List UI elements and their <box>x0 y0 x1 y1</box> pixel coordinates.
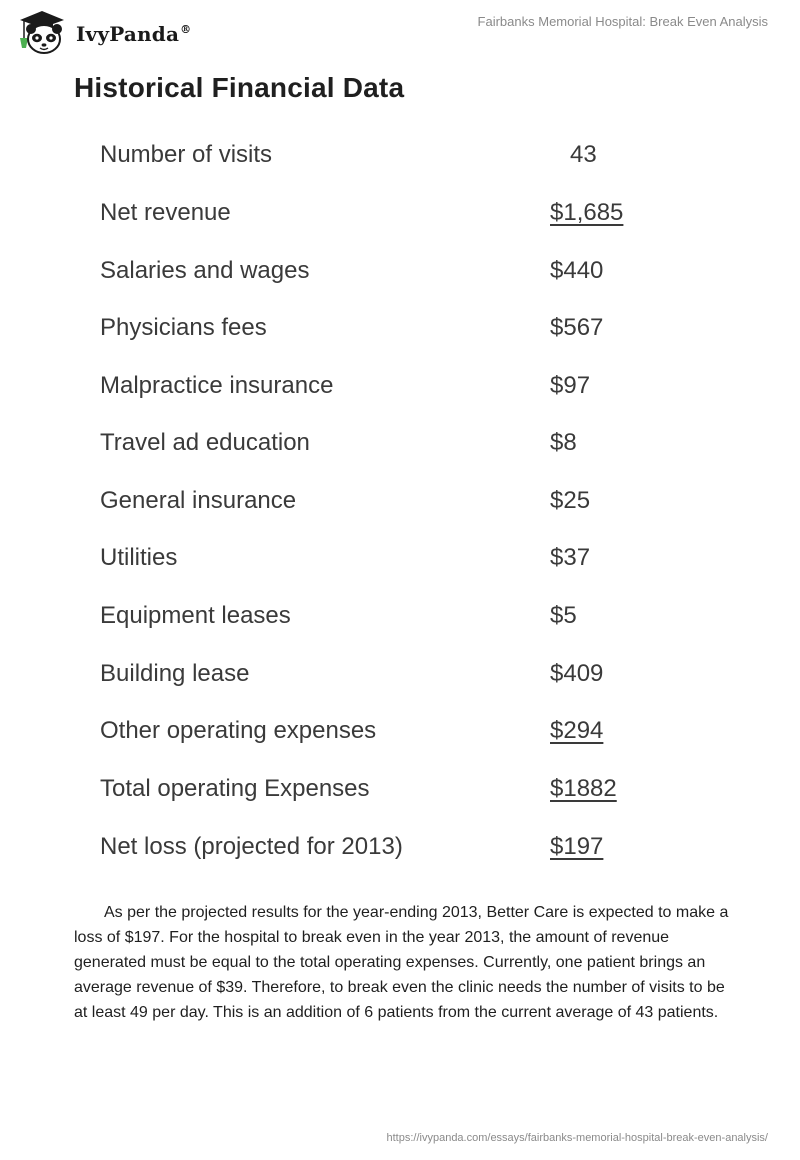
table-row <box>100 596 700 636</box>
table-row <box>100 366 700 406</box>
row-value: $97 <box>550 372 591 399</box>
source-url-link[interactable]: https://ivypanda.com/essays/fairbanks-memorial-hospital-break-even-analysis/ <box>386 1132 768 1144</box>
row-value: $409 <box>550 660 604 687</box>
table-row <box>100 769 700 809</box>
row-label: Salaries and wages <box>100 257 310 284</box>
row-value: $197 <box>550 833 604 860</box>
table-row <box>100 423 700 463</box>
table-row <box>100 193 700 233</box>
table-row <box>100 538 700 578</box>
financial-data-table <box>74 125 734 875</box>
row-label: Net loss (projected for 2013) <box>100 833 403 860</box>
table-row <box>100 308 700 348</box>
table-row <box>100 654 700 694</box>
row-label: Utilities <box>100 544 178 571</box>
page-header <box>0 0 800 70</box>
row-label: Malpractice insurance <box>100 372 334 399</box>
table-row <box>100 711 700 751</box>
row-label: Net revenue <box>100 199 231 226</box>
document-title: Fairbanks Memorial Hospital: Break Even Analysis <box>477 14 768 29</box>
row-value: $1882 <box>550 775 617 802</box>
brand-name: IvyPanda® <box>76 22 192 46</box>
analysis-paragraph: As per the projected results for the year-ending 2013, Better Care is expected to make a loss of $197. For the hospital to break even in the year 2013, the amount of revenue generated must be equal to the total operating expenses. Currently, one patient brings an average revenue of $39. Therefore, to break even the clinic needs the number of visits to be at least 49 per day. This is an addition of 6 patients from the current average of 43 patients. <box>74 904 729 1021</box>
table-row <box>100 135 700 175</box>
row-value: $440 <box>550 257 604 284</box>
row-label: Total operating Expenses <box>100 775 370 802</box>
row-value: $1,685 <box>550 199 624 226</box>
row-value: $567 <box>550 314 604 341</box>
row-label: General insurance <box>100 487 297 514</box>
ivypanda-logo[interactable] <box>14 8 191 56</box>
row-value: $8 <box>550 429 577 456</box>
row-label: Travel ad education <box>100 429 310 456</box>
registered-mark: ® <box>180 23 192 37</box>
panda-graduate-icon <box>14 8 70 56</box>
table-row <box>100 481 700 521</box>
table-row <box>100 827 700 867</box>
row-value: $37 <box>550 544 591 571</box>
row-value: $5 <box>550 602 577 629</box>
row-value: 43 <box>570 141 597 168</box>
section-heading: Historical Financial Data <box>74 72 405 103</box>
row-label: Number of visits <box>100 141 273 168</box>
row-label: Other operating expenses <box>100 717 377 744</box>
row-label: Equipment leases <box>100 602 291 629</box>
row-label: Physicians fees <box>100 314 267 341</box>
row-value: $25 <box>550 487 591 514</box>
row-value: $294 <box>550 717 604 744</box>
table-row <box>100 251 700 291</box>
row-label: Building lease <box>100 660 250 687</box>
